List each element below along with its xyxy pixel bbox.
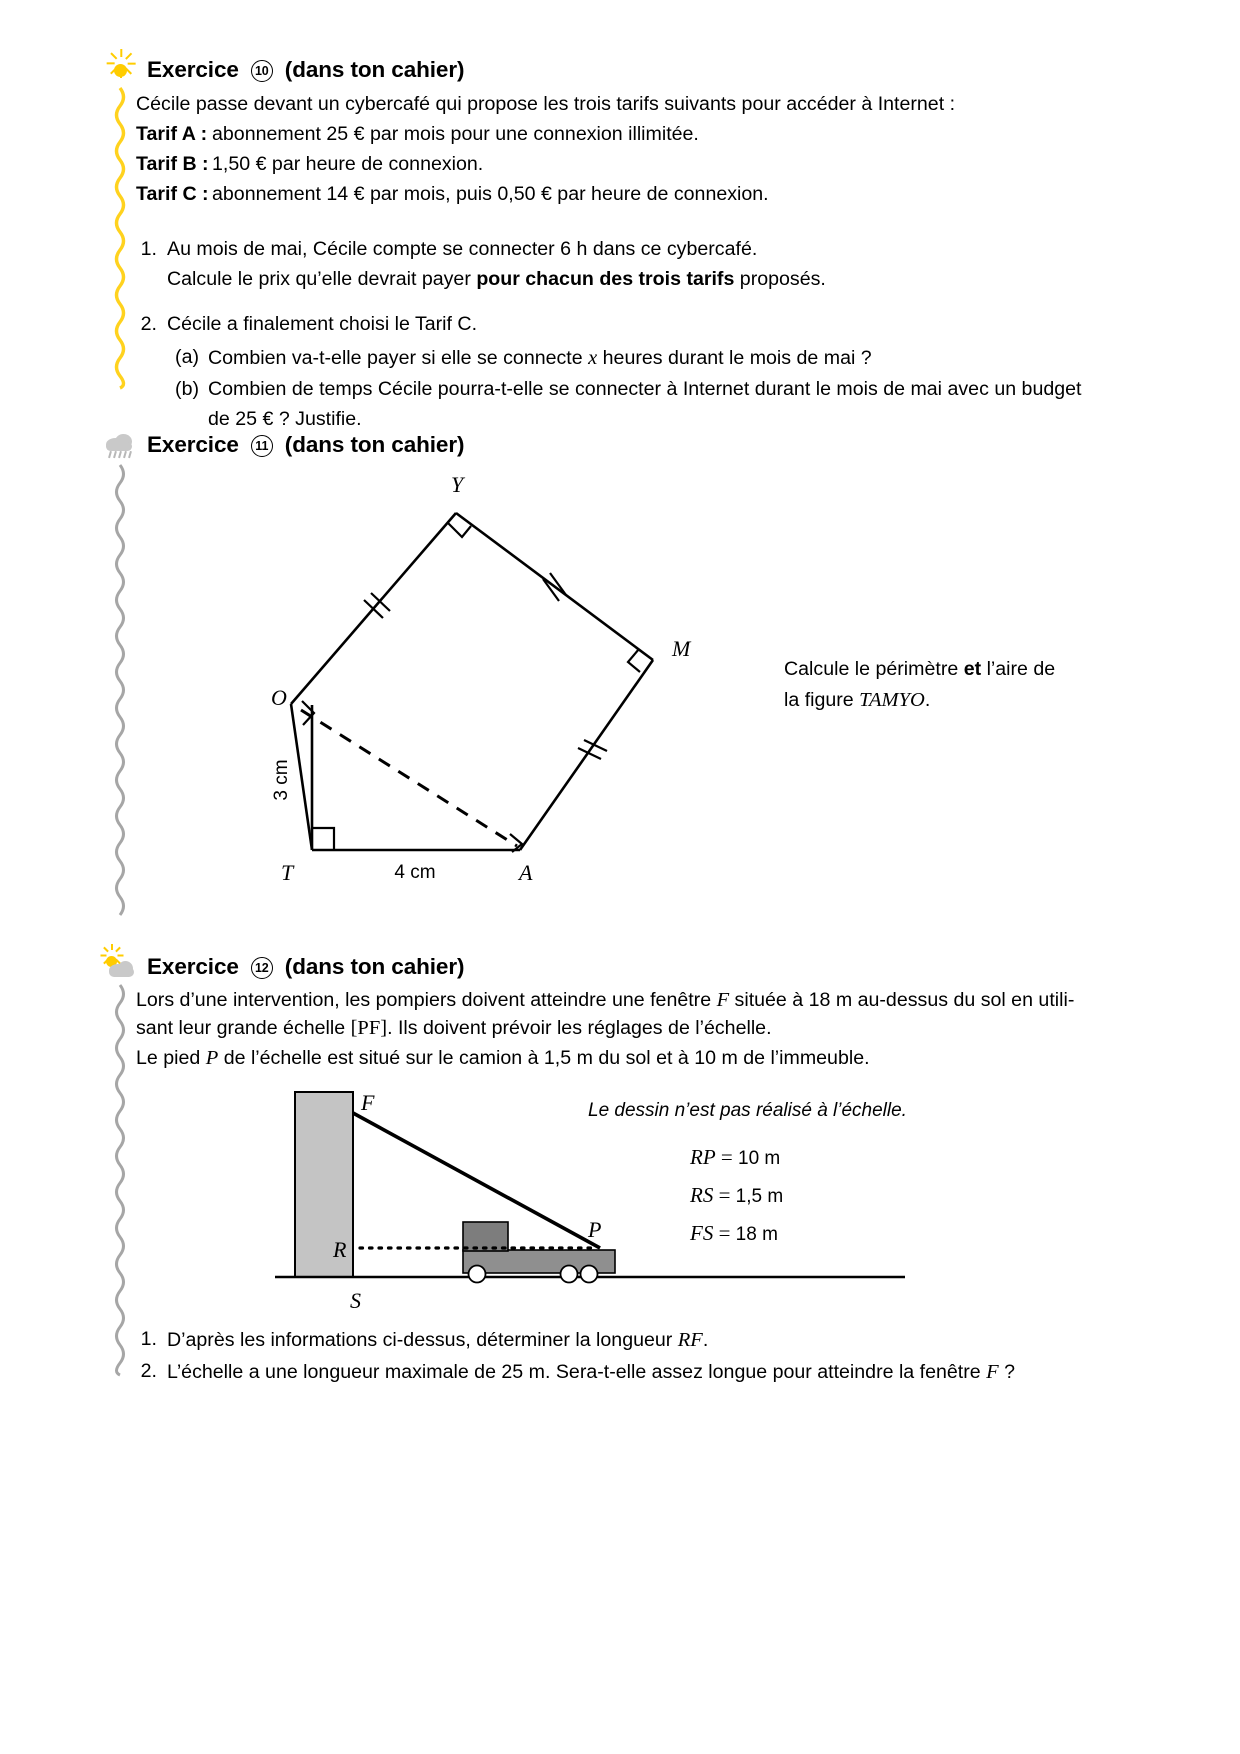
tariff-row-b	[136, 150, 483, 180]
exercise-10-intro: Cécile passe devant un cybercafé qui propose les trois tarifs suivants pour accéder à Internet :	[136, 93, 956, 115]
tariff-row-a	[136, 120, 699, 150]
rain-cloud-icon	[103, 430, 137, 460]
diagonal-OA-dashed	[301, 710, 517, 846]
measure-TA: 4 cm	[394, 862, 436, 883]
question-2b-text: Combien de temps Cécile pourra-t-elle se connecter à Internet durant le mois de mai avec un budget	[208, 378, 1082, 400]
intro-12-c: sant leur grande échelle	[136, 1017, 351, 1039]
side-YM	[456, 513, 653, 660]
exercise-11-block	[103, 430, 464, 460]
scale-note: Le dessin n’est pas réalisé à l’échelle.	[588, 1100, 907, 1121]
intro-12-b: située à 18 m au-dessus du sol en utili-	[729, 989, 1075, 1011]
squiggle-rule-gray-12	[112, 985, 128, 1375]
exercise-12-question-2-marker: 2.	[140, 1360, 157, 1382]
question-1-text-line2	[167, 265, 826, 295]
exercise-12-intro-line3	[136, 1043, 870, 1074]
given-fs	[690, 1221, 778, 1246]
question-2a-post: heures durant le mois de mai ?	[597, 347, 872, 369]
given-rs	[690, 1183, 783, 1208]
caption-bold: et	[963, 658, 982, 680]
measure-TO: 3 cm	[271, 759, 292, 801]
intro-12-a: Lors d’une intervention, les pompiers doivent atteindre une fenêtre	[136, 989, 717, 1011]
truck-wheel-rear	[581, 1266, 598, 1283]
label-R: R	[333, 1237, 347, 1262]
right-angle-Y	[448, 523, 471, 537]
intro-12-e: Le pied	[136, 1047, 206, 1069]
exercise-12-subtitle: (dans ton cahier)	[284, 954, 465, 979]
question-2b-marker: (b)	[175, 378, 199, 400]
exercise-10-heading	[103, 55, 464, 85]
exercise-11-subtitle: (dans ton cahier)	[284, 432, 465, 457]
intro-12-var-P: P	[205, 1047, 219, 1069]
right-angle-T	[312, 828, 334, 850]
right-angle-marks	[302, 523, 640, 852]
sun-icon	[103, 55, 137, 85]
tick-MA	[578, 740, 607, 759]
truck-wheel-front	[469, 1266, 486, 1283]
squiggle-rule-yellow	[112, 88, 128, 388]
given-rs-name: RS	[690, 1183, 714, 1207]
question-1-text: Au mois de mai, Cécile compte se connecter 6 h dans ce cybercafé.	[167, 238, 758, 260]
intro-12-f: de l’échelle est situé sur le camion à 1,5 m du sol et à 10 m de l’immeuble.	[218, 1047, 870, 1069]
q12-1-pre: D’après les informations ci-dessus, déterminer la longueur	[167, 1329, 678, 1351]
given-rp-rel: =	[720, 1145, 733, 1169]
exercise-11-caption	[784, 655, 1064, 716]
exercise-12-block	[103, 952, 464, 982]
exercise-11-title: Exercice	[147, 432, 239, 457]
exercise-12-intro-line2	[136, 1013, 772, 1044]
q12-2-pre: L’échelle a une longueur maximale de 25 m. Sera-t-elle assez longue pour atteindre la fenêtre	[167, 1361, 987, 1383]
label-M: M	[672, 636, 691, 661]
figure-quadrilateral-tamyo	[255, 460, 725, 920]
given-fs-name: FS	[690, 1221, 714, 1245]
question-2b	[165, 375, 1081, 405]
q12-2-post: ?	[998, 1361, 1015, 1383]
exercise-12-number: 12	[251, 957, 273, 979]
caption-pre: Calcule le périmètre	[784, 658, 964, 680]
side-TO	[291, 704, 312, 850]
question-2b-line2: de 25 € ? Justifie.	[208, 408, 362, 430]
question-1-post: proposés.	[734, 268, 826, 290]
given-fs-rel: =	[718, 1221, 731, 1245]
tariff-row-c	[136, 180, 769, 210]
question-2a	[165, 343, 872, 374]
tariff-b-text: 1,50 € par heure de connexion.	[212, 153, 484, 175]
question-2	[135, 310, 477, 340]
exercise-12-question-1-text	[167, 1325, 708, 1356]
exercise-12-question-1-marker: 1.	[140, 1328, 157, 1350]
question-1	[135, 235, 757, 265]
label-F: F	[361, 1090, 375, 1115]
intro-12-segment-PF: [PF]	[350, 1017, 388, 1039]
given-rp	[690, 1145, 780, 1170]
tariff-b-label: Tarif B :	[136, 153, 209, 175]
question-1-pre: Calcule le prix qu’elle devrait payer	[167, 268, 477, 290]
question-2a-variable: x	[588, 347, 598, 369]
exercise-10-subtitle: (dans ton cahier)	[284, 57, 465, 82]
exercise-12-question-1	[135, 1325, 708, 1356]
exercise-12-heading	[103, 952, 464, 982]
label-P: P	[588, 1217, 602, 1242]
label-S: S	[350, 1288, 361, 1313]
given-rs-value: 1,5 m	[735, 1186, 784, 1207]
exercise-12-question-2	[135, 1357, 1015, 1388]
tariff-a-text: abonnement 25 € par mois pour une connexion illimitée.	[212, 123, 699, 145]
tariff-a-label: Tarif A :	[136, 123, 208, 145]
squiggle-rule-gray-11	[112, 465, 128, 915]
caption-figure-name: TAMYO	[859, 688, 925, 711]
label-T: T	[281, 860, 294, 885]
exercise-11-number: 11	[251, 435, 273, 457]
exercise-10-number: 10	[251, 60, 273, 82]
exercise-12-intro-line1	[136, 985, 1074, 1016]
question-1-bold: pour chacun des trois tarifs	[476, 268, 735, 290]
question-2-marker: 2.	[140, 313, 157, 335]
q12-1-post: .	[702, 1329, 709, 1351]
tick-marks	[364, 573, 607, 759]
side-MA	[520, 660, 653, 850]
q12-1-math: RF	[677, 1329, 703, 1351]
right-angle-M	[628, 649, 640, 672]
exercise-12-title: Exercice	[147, 954, 239, 979]
given-rs-rel: =	[718, 1183, 731, 1207]
question-2a-pre: Combien va-t-elle payer si elle se connecte	[208, 347, 589, 369]
truck-wheel-mid	[561, 1266, 578, 1283]
label-Y: Y	[451, 472, 464, 497]
label-O: O	[271, 685, 287, 710]
exercise-12-question-2-text	[167, 1357, 1015, 1388]
caption-post: l’aire de	[981, 658, 1056, 680]
exercise-10-title: Exercice	[147, 57, 239, 82]
intro-12-var-F: F	[716, 989, 730, 1011]
question-2a-marker: (a)	[175, 346, 199, 368]
exercise-11-heading	[103, 430, 464, 460]
exercise-10-block	[103, 55, 464, 85]
sun-behind-cloud-icon	[103, 952, 137, 982]
label-A: A	[519, 860, 533, 885]
caption-line2-post: .	[924, 688, 931, 711]
given-rp-name: RP	[690, 1145, 716, 1169]
q12-2-math: F	[986, 1361, 999, 1383]
given-fs-value: 18 m	[735, 1224, 778, 1245]
question-2a-text	[208, 343, 872, 374]
question-2-text: Cécile a finalement choisi le Tarif C.	[167, 313, 478, 335]
intro-12-d: . Ils doivent prévoir les réglages de l’échelle.	[387, 1017, 772, 1039]
caption-line2-pre: la figure	[784, 688, 860, 711]
tariff-c-text: abonnement 14 € par mois, puis 0,50 € par heure de connexion.	[212, 183, 769, 205]
tariff-c-label: Tarif C :	[136, 183, 209, 205]
question-1-marker: 1.	[140, 238, 157, 260]
given-rp-value: 10 m	[738, 1148, 781, 1169]
